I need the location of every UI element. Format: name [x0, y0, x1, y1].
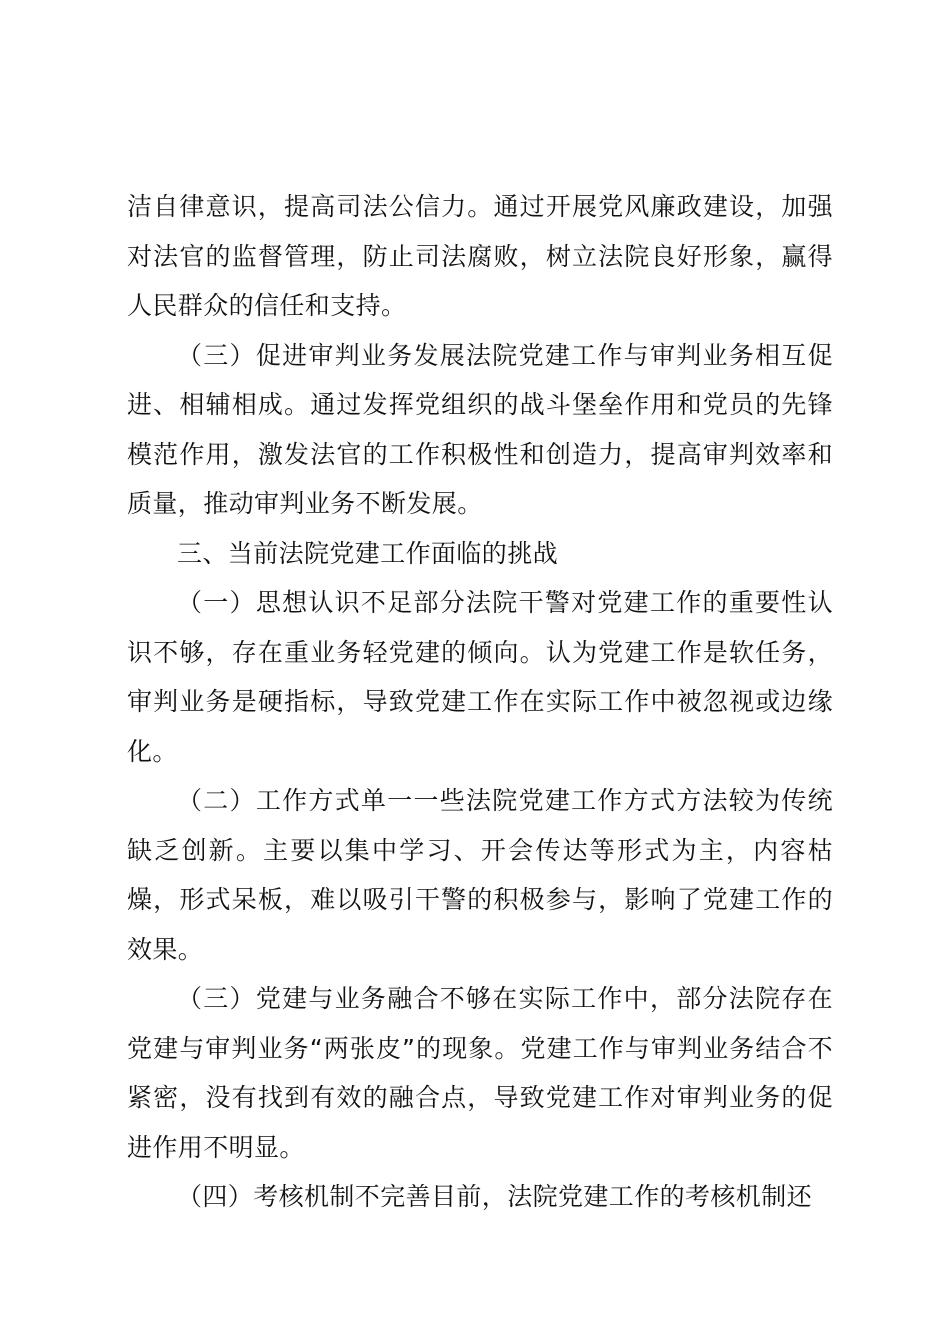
section-heading-challenges: 三、当前法院党建工作面临的挑战: [177, 538, 559, 568]
paragraph-challenge-3: （三）党建与业务融合不够在实际工作中，部分法院存在党建与审判业务“两张皮”的现象。党建工作与审判业务结合不紧密，没有找到有效的融合点，导致党建工作对审判业务的促进作用不明显。: [127, 984, 833, 1162]
paragraph-challenge-4: （四）考核机制不完善目前，法院党建工作的考核机制还: [177, 1182, 813, 1211]
document-body: [127, 182, 833, 1222]
paragraph-continuation: 洁自律意识，提高司法公信力。通过开展党风廉政建设，加强对法官的监督管理，防止司法腐败，树立法院良好形象，赢得人民群众的信任和支持。: [127, 192, 833, 320]
paragraph-challenge-1: （一）思想认识不足部分法院干警对党建工作的重要性认识不够，存在重业务轻党建的倾向。认为党建工作是软任务，审判业务是硬指标，导致党建工作在实际工作中被忽视或边缘化。: [127, 588, 833, 766]
paragraph-section-3-3: （三）促进审判业务发展法院党建工作与审判业务相互促进、相辅相成。通过发挥党组织的战斗堡垒作用和党员的先锋模范作用，激发法官的工作积极性和创造力，提高审判效率和质量，推动审判业务不断发展。: [127, 340, 833, 518]
paragraph-challenge-2: （二）工作方式单一一些法院党建工作方式方法较为传统缺乏创新。主要以集中学习、开会传达等形式为主，内容枯燥，形式呆板，难以吸引干警的积极参与，影响了党建工作的效果。: [127, 786, 833, 964]
